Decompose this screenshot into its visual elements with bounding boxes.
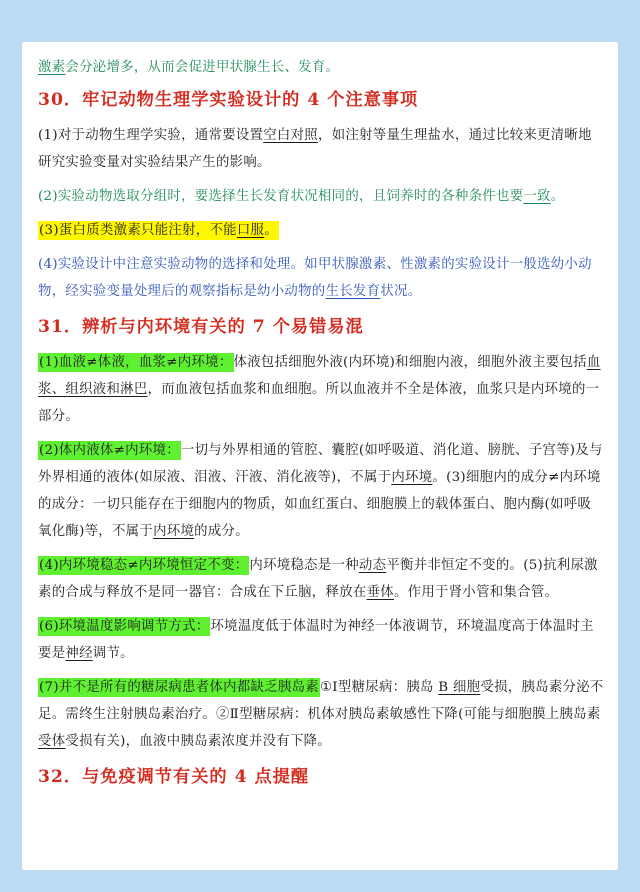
s31-item-7: (7)并不是所有的糖尿病患者体内都缺乏胰岛素①Ⅰ型糖尿病：胰岛 B 细胞受损，胰岛素分泌不足。需终生注射胰岛素治疗。②Ⅱ型糖尿病：机体对胰岛素敏感性下降(可能与细胞膜上胰岛素受体受损有关)，血液中胰岛素浓度并没有下降。: [38, 680, 604, 749]
section-32-heading: 32．与免疫调节有关的 4 点提醒: [38, 767, 310, 787]
green-highlight: (4)内环境稳态≠内环境恒定不变：: [39, 558, 249, 573]
section-30-heading: 30．牢记动物生理学实验设计的 4 个注意事项: [38, 90, 419, 110]
yellow-highlight: (3)蛋白质类激素只能注射，不能口服。: [39, 223, 278, 238]
s31-item-6: (6)环境温度影响调节方式：环境温度低于体温时为神经一体液调节，环境温度高于体温时主要是神经调节。: [38, 619, 594, 661]
document-page: [22, 42, 618, 870]
s30-point-4: (4)实验设计中注意实验动物的选择和处理。如甲状腺激素、性激素的实验设计一般选幼小动物，经实验变量处理后的观察指标是幼小动物的生长发育状况。: [38, 257, 592, 299]
s31-item-1: (1)血液≠体液，血浆≠内环境：体液包括细胞外液(内环境)和细胞内液，细胞外液主要包括血浆、组织液和淋巴，而血液包括血浆和血细胞。所以血液并不全是体液，血浆只是内环境的一部分。: [38, 355, 601, 424]
section-31-heading: 31．辨析与内环境有关的 7 个易错易混: [38, 317, 364, 337]
underlined-term: 激素: [38, 60, 66, 75]
continued-paragraph: 激素会分泌增多，从而会促进甲状腺生长、发育。: [38, 60, 340, 75]
s31-item-2: (2)体内液体≠内环境：一切与外界相通的管腔、囊腔(如呼吸道、消化道、膀胱、子宫等)及与外界相通的液体(如尿液、泪液、汗液、消化液等)，不属于内环境。(3)细胞内的成分≠内环境的成分：一切只能存在于细胞内的物质，如血红蛋白、细胞膜上的载体蛋白、胞内酶(如呼吸氧化酶)等，不属于内环境的成分。: [38, 443, 603, 539]
green-highlight: (6)环境温度影响调节方式：: [39, 619, 210, 634]
green-highlight: (2)体内液体≠内环境：: [39, 443, 180, 458]
s30-point-3: [38, 217, 604, 244]
s30-point-1: (1)对于动物生理学实验，通常要设置空白对照，如注射等量生理盐水，通过比较来更清晰地研究实验变量对实验结果产生的影响。: [38, 128, 592, 170]
green-highlight: (7)并不是所有的糖尿病患者体内都缺乏胰岛素: [39, 680, 319, 695]
s31-item-4: (4)内环境稳态≠内环境恒定不变：内环境稳态是一种动态平衡并非恒定不变的。(5)抗利尿激素的合成与释放不是同一器官：合成在下丘脑，释放在垂体。作用于肾小管和集合管。: [38, 558, 598, 600]
s30-point-2: (2)实验动物选取分组时，要选择生长发育状况相同的，且饲养时的各种条件也要一致。: [38, 189, 565, 204]
green-highlight: (1)血液≠体液，血浆≠内环境：: [39, 355, 233, 370]
